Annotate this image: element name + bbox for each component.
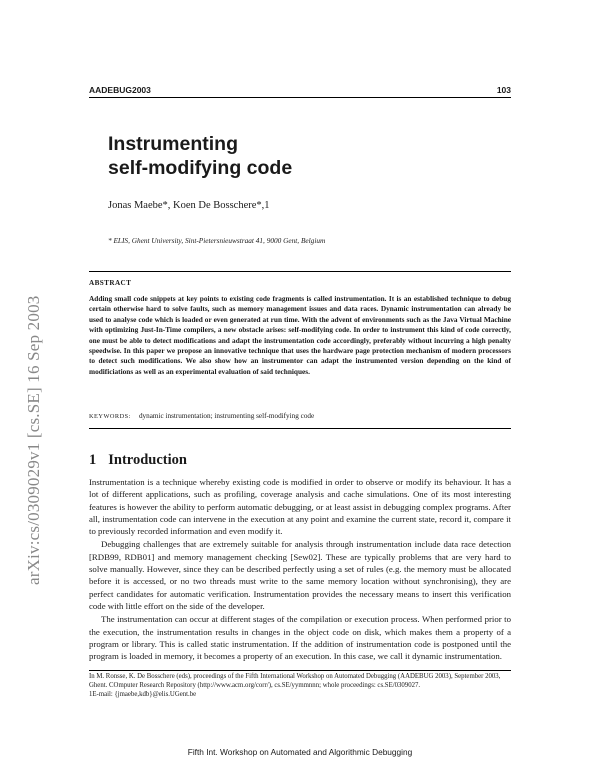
section-title: Introduction [108,452,187,468]
abstract-heading: ABSTRACT [89,279,132,287]
body-paragraph: The instrumentation can occur at different stages of the compilation or execution process. When performed prior to the execution, the instrumentation results in changes in the object code on disk, which makes them a property of a program or library. This is called static instrumentation. If the addition of instrumentation code is postponed until the program is loaded in memory, it becomes a property of an execution. In this case, we call it dynamic instrumentation. [89,614,511,662]
body-paragraph: Instrumentation is a technique whereby existing code is modified in order to observe or modify its behaviour. It has a lot of different applications, such as profiling, coverage analysis and cache simulations. One of its most interesting features is however the ability to perform automatic debugging, or at least assist in debugging complex programs. After all, instrumentation code can intervene in the execution at any point and examine the current state, record it, compare it to previously recorded information and even modify it. [89,477,511,537]
author-list: Jonas Maebe*, Koen De Bosschere*,1 [108,200,270,211]
running-header-page-number: 103 [496,85,511,95]
header-rule [89,97,511,98]
affiliation: * ELIS, Ghent University, Sint-Pietersnieuwstraat 41, 9000 Gent, Belgium [108,236,326,245]
footnotes [89,673,511,700]
title-line-2: self-modifying code [108,157,293,179]
keywords-text: dynamic instrumentation; instrumenting self-modifying code [138,412,315,420]
title-line-1: Instrumenting [108,133,238,155]
running-header-venue: AADEBUG2003 [89,85,151,95]
page-footer: Fifth Int. Workshop on Automated and Algorithmic Debugging [187,747,413,757]
abstract-text: Adding small code snippets at key points to existing code fragments is called instrumentation. It is an established technique to debug certain otherwise hard to solve faults, such as memory management issues and data races. Dynamic instrumentation can already be used to analyse code which is loaded or even generated at run time. With the advent of environments such as the Java Virtual Machine with optimizing Just-In-Time compilers, a new obstacle arises: self-modifying code. In order to instrument this kind of code correctly, one must be able to detect modifications and adapt the instrumentation code accordingly, preferably without incurring a high penalty speedwise. In this paper we propose an innovative technique that uses the hardware page protection mechanism of modern processors to detect such modifications. We also show how an instrumentor can adapt the instrumented version depending on the kind of modificiations as well as an experimental evaluation of said techniques. [89,294,511,376]
keywords-line [89,412,314,420]
keywords-bottom-rule [89,428,511,429]
keywords-label: KEYWORDS: [89,413,131,420]
footnote-email: 1E-mail: {jmaebe,kdb}@elis.UGent.be [89,690,197,698]
section-heading [89,452,187,469]
abstract-top-rule [89,271,511,272]
section-body [89,476,511,663]
body-paragraph: Debugging challenges that are extremely suitable for analysis through instrumentation include data race detection [RDB99, RDB01] and memory management checking [Sew02]. These are typically problems that are very hard to solve manually. However, since they can be described perfectly using a set of rules (e.g. the memory must be allocated before it is accessed, or no two threads must write to the same memory location without synchronising), they are perfect candidates for automatic verification. Instrumentation provides the necessary means to insert this verification code with little effort on the side of the developer. [89,539,511,611]
paper-title [108,132,488,180]
section-number: 1 [89,452,97,468]
footnote-citation: In M. Ronsse, K. De Bosschere (eds), proceedings of the Fifth International Workshop on Automated Debugging (AADEBUG 2003), September 2003, Ghent. COmputer Research Repository (http://www.acm.org/corr/), cs.SE/yymmnnn; whole proceedings: cs.SE/0309027. [89,673,501,689]
footnote-rule [89,670,511,671]
arxiv-margin-stamp: arXiv:cs/0309029v1 [cs.SE] 16 Sep 2003 [24,295,43,585]
